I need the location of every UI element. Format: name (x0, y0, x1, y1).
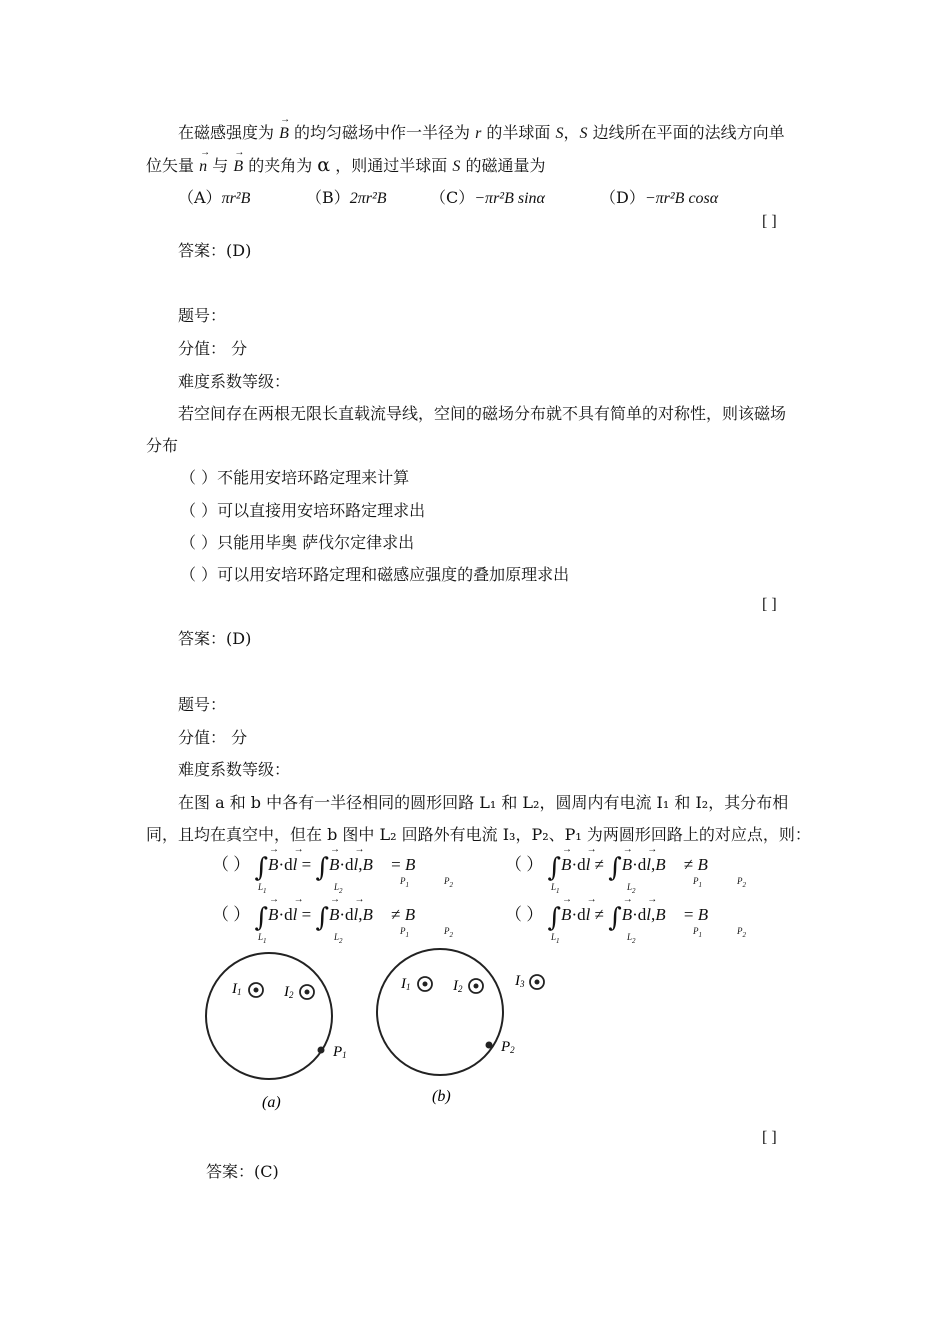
q1-text: 与 (212, 156, 229, 175)
label-P2: P2 (501, 1039, 515, 1055)
label-I2: I2 (453, 978, 463, 994)
q1-option-c[interactable] (430, 185, 545, 208)
q2-stem-line2: 分布 (146, 436, 179, 455)
q1-option-b[interactable] (306, 185, 387, 208)
question-number: 题号： (178, 695, 227, 714)
circuit-figure (190, 940, 570, 1120)
option-value: −πr²B sinα (474, 190, 545, 207)
symbol-r: r (475, 125, 482, 142)
loop-L1 (206, 953, 332, 1079)
operator: ≠ (594, 855, 604, 874)
symbol-S: S (452, 158, 461, 175)
loop-L2 (377, 949, 503, 1075)
figure-b (377, 949, 544, 1105)
q1-text: 位矢量 (146, 156, 195, 175)
operator: = (301, 855, 312, 874)
q1-text: 在磁感强度为 (178, 123, 275, 142)
label-I1: I1 (401, 976, 411, 992)
q2-option-4[interactable]: （ ）可以用安培环路定理和磁感应强度的叠加原理求出 (180, 565, 570, 584)
difficulty-level: 难度系数等级： (178, 372, 291, 391)
symbol-S: S (579, 125, 588, 142)
q2-stem-line1: 若空间存在两根无限长直载流导线，空间的磁场分布就不具有简单的对称性，则该磁场 (178, 404, 787, 423)
operator: ≠ (594, 905, 604, 924)
caption-b: (b) (432, 1088, 451, 1105)
option-blank: （ ） (212, 855, 251, 874)
q2-option-3[interactable]: （ ）只能用毕奥 萨伐尔定律求出 (180, 533, 415, 552)
option-value: 2πr²B (349, 190, 387, 207)
q1-text: 边线所在平面的法线方向单 (592, 123, 785, 142)
option-value: −πr²B cosα (644, 190, 719, 207)
q3-option-4[interactable]: （ ） ∫→ B·d→ l ≠ ∫→ B·d→ l,B = B $L_1$ $L_2$ $P_1$ $P_2$ (505, 900, 765, 944)
integral-sign: ∫ (608, 853, 622, 883)
option-blank: （ ） (505, 855, 544, 874)
q3-stem-line2: 同，且均在真空中，但在 b 图中 L₂ 回路外有电流 I₃，P₂、P₁ 为两圆形回路上的对应点，则： (146, 825, 811, 844)
current-dot (423, 982, 428, 987)
q3-option-3[interactable]: （ ） ∫→ B·d→ l = ∫→ B·d→ l,B ≠ B $L_1$ $L_2$ $P_1$ $P_2$ (212, 900, 472, 944)
q3-option-1[interactable]: （ ） ∫→ B·d→ l = ∫→ B·d→ l,B = B $L_1$ $L_2$ $P_1$ $P_2$ (212, 850, 472, 894)
symbol-alpha: α (317, 154, 331, 176)
current-dot (305, 990, 310, 995)
point-P2 (486, 1042, 493, 1049)
question-number: 题号： (178, 306, 227, 325)
operator: = (391, 855, 401, 874)
q1-text: ，则通过半球面 (335, 156, 448, 175)
point-P1 (318, 1047, 325, 1054)
q1-line2 (146, 153, 545, 176)
q1-option-d[interactable] (600, 185, 718, 208)
answer-text: 答案：(D) (178, 241, 252, 260)
q3-option-2[interactable]: （ ） ∫→ B·d→ l ≠ ∫→ B·d→ l,B ≠ B $L_1$ $L_2$ $P_1$ $P_2$ (505, 850, 765, 894)
integral-sign: ∫ (315, 853, 329, 883)
answer-bracket[interactable]: [ ] (762, 596, 777, 613)
label-I2: I2 (284, 984, 294, 1000)
option-label: （A） (178, 188, 222, 207)
q1-text: 的均匀磁场中作一半径为 (293, 123, 470, 142)
current-dot (535, 980, 540, 985)
option-label: （D） (600, 188, 645, 207)
operator: ≠ (391, 905, 401, 924)
question-score: 分值： 分 (178, 728, 248, 747)
option-label: （C） (430, 188, 475, 207)
label-I3: I3 (515, 973, 525, 989)
option-blank: （ ） (212, 905, 251, 924)
q1-text: 的磁通量为 (465, 156, 546, 175)
integral-sign: ∫ (547, 853, 562, 883)
answer-text: 答案：(D) (178, 629, 252, 648)
vector-B: → B (233, 158, 243, 175)
current-dot (474, 984, 479, 989)
q2-option-2[interactable]: （ ）可以直接用安培环路定理求出 (180, 501, 426, 520)
label-P1: P1 (333, 1044, 347, 1060)
integral-sign: ∫ (608, 903, 622, 933)
vector-B: → B (279, 125, 289, 142)
option-blank: （ ） (505, 905, 544, 924)
current-dot (254, 988, 259, 993)
q1-option-a[interactable] (178, 185, 250, 208)
vector-n: → n (199, 158, 207, 175)
integral-sign: ∫ (315, 903, 329, 933)
answer-bracket[interactable]: [ ] (762, 213, 777, 230)
answer-text: 答案：(C) (206, 1162, 279, 1181)
answer-bracket[interactable]: [ ] (762, 1129, 777, 1146)
operator: = (683, 905, 694, 924)
label-I1: I1 (232, 981, 242, 997)
figure-a (206, 953, 347, 1111)
difficulty-level: 难度系数等级： (178, 760, 291, 779)
q1-text: 的半球面 (486, 123, 551, 142)
question-score: 分值： 分 (178, 339, 248, 358)
q1-text: 的夹角为 (248, 156, 313, 175)
option-value: πr²B (221, 190, 251, 207)
option-label: （B） (306, 188, 350, 207)
q3-stem-line1: 在图 a 和 b 中各有一半径相同的圆形回路 L₁ 和 L₂，圆周内有电流 I₁ 和 I₂，其分布相 (178, 793, 789, 812)
operator: = (301, 905, 312, 924)
caption-a: (a) (262, 1094, 281, 1111)
operator: ≠ (683, 855, 694, 874)
q2-option-1[interactable]: （ ）不能用安培环路定理来计算 (180, 468, 410, 487)
symbol-S: S (555, 125, 564, 142)
integral-sign: ∫ (254, 903, 269, 933)
q1-line1: 在磁感强度为 → B 的均匀磁场中作一半径为 r 的半球面 S，S 边线所在平面的法线方向单 (178, 120, 785, 143)
integral-sign: ∫ (547, 903, 562, 933)
integral-sign: ∫ (254, 853, 269, 883)
